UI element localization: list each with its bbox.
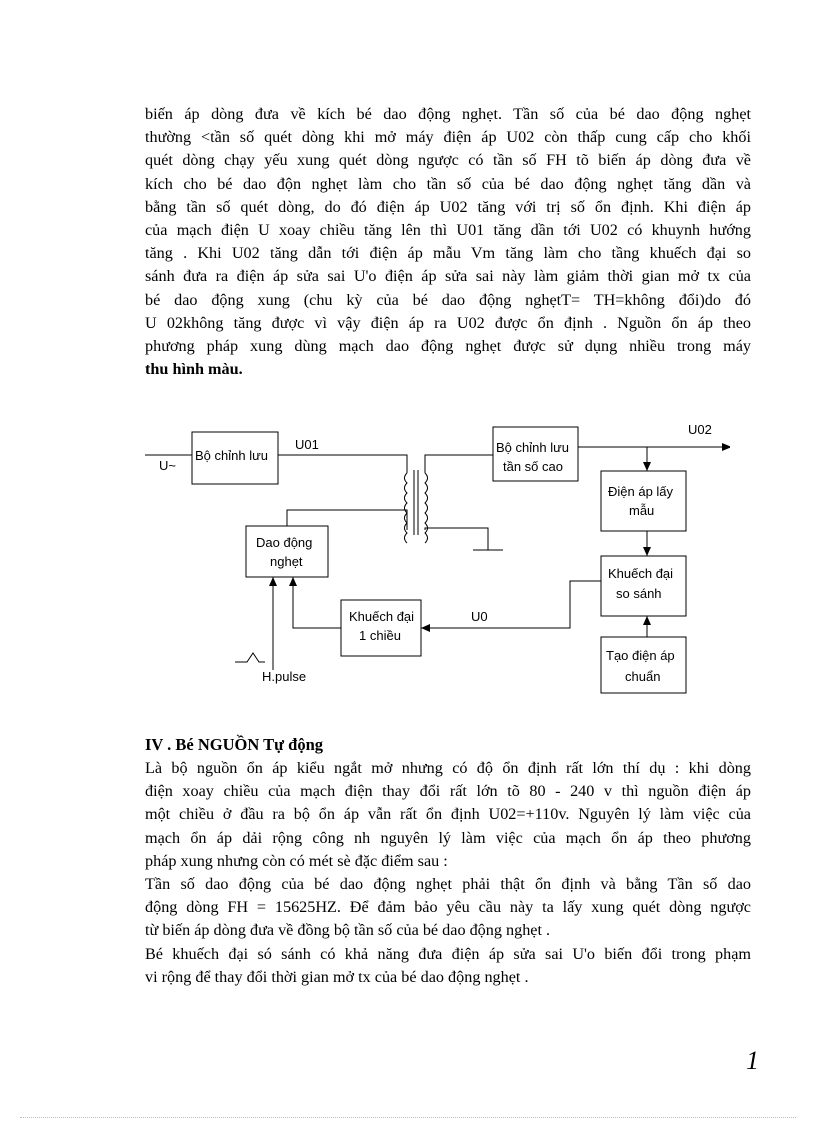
text-line: biến áp dòng đưa về kích bé dao động nghẹt. Tần số của bé dao động nghẹt [145,105,751,123]
sample-label-2: mẫu [629,503,655,518]
page-number: 1 [746,1046,759,1075]
text-line: kích cho bé dao độn nghẹt làm cho tần số của bé dao động nghẹt tăng dần và [145,174,751,193]
text-line: động dòng FH = 15625HZ. Để đảm bảo yêu cầu này ta lấy xung quét dòng ngược [145,898,751,917]
text-line: vi rộng để thay đổi thời gian mở tx của bé dao động nghẹt . [145,967,529,986]
text-line: sánh đưa ra điện áp sửa sai U'o điện áp sửa sai này làm giảm thời gian mở tx của [145,267,751,286]
comparator-label-1: Khuếch đại [608,566,674,581]
uo-label: U0 [471,609,488,624]
oscillator-box [246,526,328,577]
text-line: U 02không tăng được vì vậy điện áp ra U02 được ổn định . Nguồn ổn áp theo [145,313,751,332]
hf-rectifier-label-1: Bộ chỉnh lưu [496,440,570,455]
text-line: pháp xung nhưng còn có mét sè đặc điểm sau : [145,851,448,870]
comparator-label-2: so sánh [616,586,662,601]
text-line: Là bộ nguồn ổn áp kiểu ngắt mở nhưng có độ ổn định rất lớn thí dụ : khi dòng [145,759,751,777]
hf-rectifier-label-2: tần số cao [503,459,563,474]
reference-label-2: chuẩn [625,669,661,684]
text-line: từ biến áp dòng đưa về đồng bộ tần số của bé dao động nghẹt . [145,921,551,940]
text-line: bé dao động xung (chu kỳ của bé dao động nghẹtT= TH=không đổi)do đó [145,290,751,309]
u01-label: U01 [295,437,319,452]
text-line: tăng . Khi U02 tăng dẫn tới điện áp mẫu Vm tăng làm cho tầng khuếch đại so [145,244,751,263]
text-line: quét dòng chạy yếu xung quét dòng ngược có tần số FH tõ biến áp dòng đưa về [145,151,751,170]
text-line: Tần số dao động của bé dao động nghẹt phải thật ổn định và bằng Tần số dao [145,875,751,894]
text-line: của mạch điện U xoay chiều tăng lên thì U01 tăng dần tới U02 có khuynh hướng [145,221,751,240]
dc-amp-label-1: Khuếch đại [349,609,415,624]
paragraph-2 [145,757,751,989]
footer-divider [20,1117,796,1118]
text-line: điện xoay chiều của mạch điện thay đổi rất lớn tõ 80 - 240 v thì nguồn điện áp [145,782,751,801]
text-line: phương pháp xung dùng mạch dao động nghẹt được sử dụng nhiều trong máy [145,337,751,356]
rectifier-label: Bộ chỉnh lưu [195,448,269,463]
text-line: thu hình màu. [145,360,243,379]
oscillator-label-2: nghẹt [270,554,303,569]
text-line: Bé khuếch đại só sánh có khả năng đưa điện áp sửa sai U'o biến đổi trong phạm [145,944,751,963]
dc-amp-label-2: 1 chiều [359,628,401,643]
hpulse-label: H.pulse [262,669,307,684]
text-line: thường <tần số quét dòng khi mở máy điện áp U02 còn thấp cung cấp cho khối [145,128,751,147]
text-line: mạch ổn áp dải rộng công nh nguyên lý làm việc của mạch ổn áp theo phương [145,828,751,847]
block-diagram [145,410,730,700]
sample-box [601,471,686,531]
reference-box [601,637,686,693]
paragraph-1 [145,103,751,381]
section-heading: IV . Bé NGUỒN Tự động [145,735,323,754]
input-label: U~ [159,458,176,473]
sample-label-1: Điện áp lấy [608,484,674,499]
reference-label-1: Tạo điện áp [606,648,675,663]
text-line: một chiều ở đầu ra bộ ổn áp vẫn rất ổn định U02=+110v. Nguyên lý làm việc của [145,805,751,824]
u02-label: U02 [688,422,712,437]
oscillator-label-1: Dao động [256,535,313,550]
text-line: bằng tần số quét dòng, do đó điện áp U02 tăng với trị số ổn định. Khi điện áp [145,197,751,216]
